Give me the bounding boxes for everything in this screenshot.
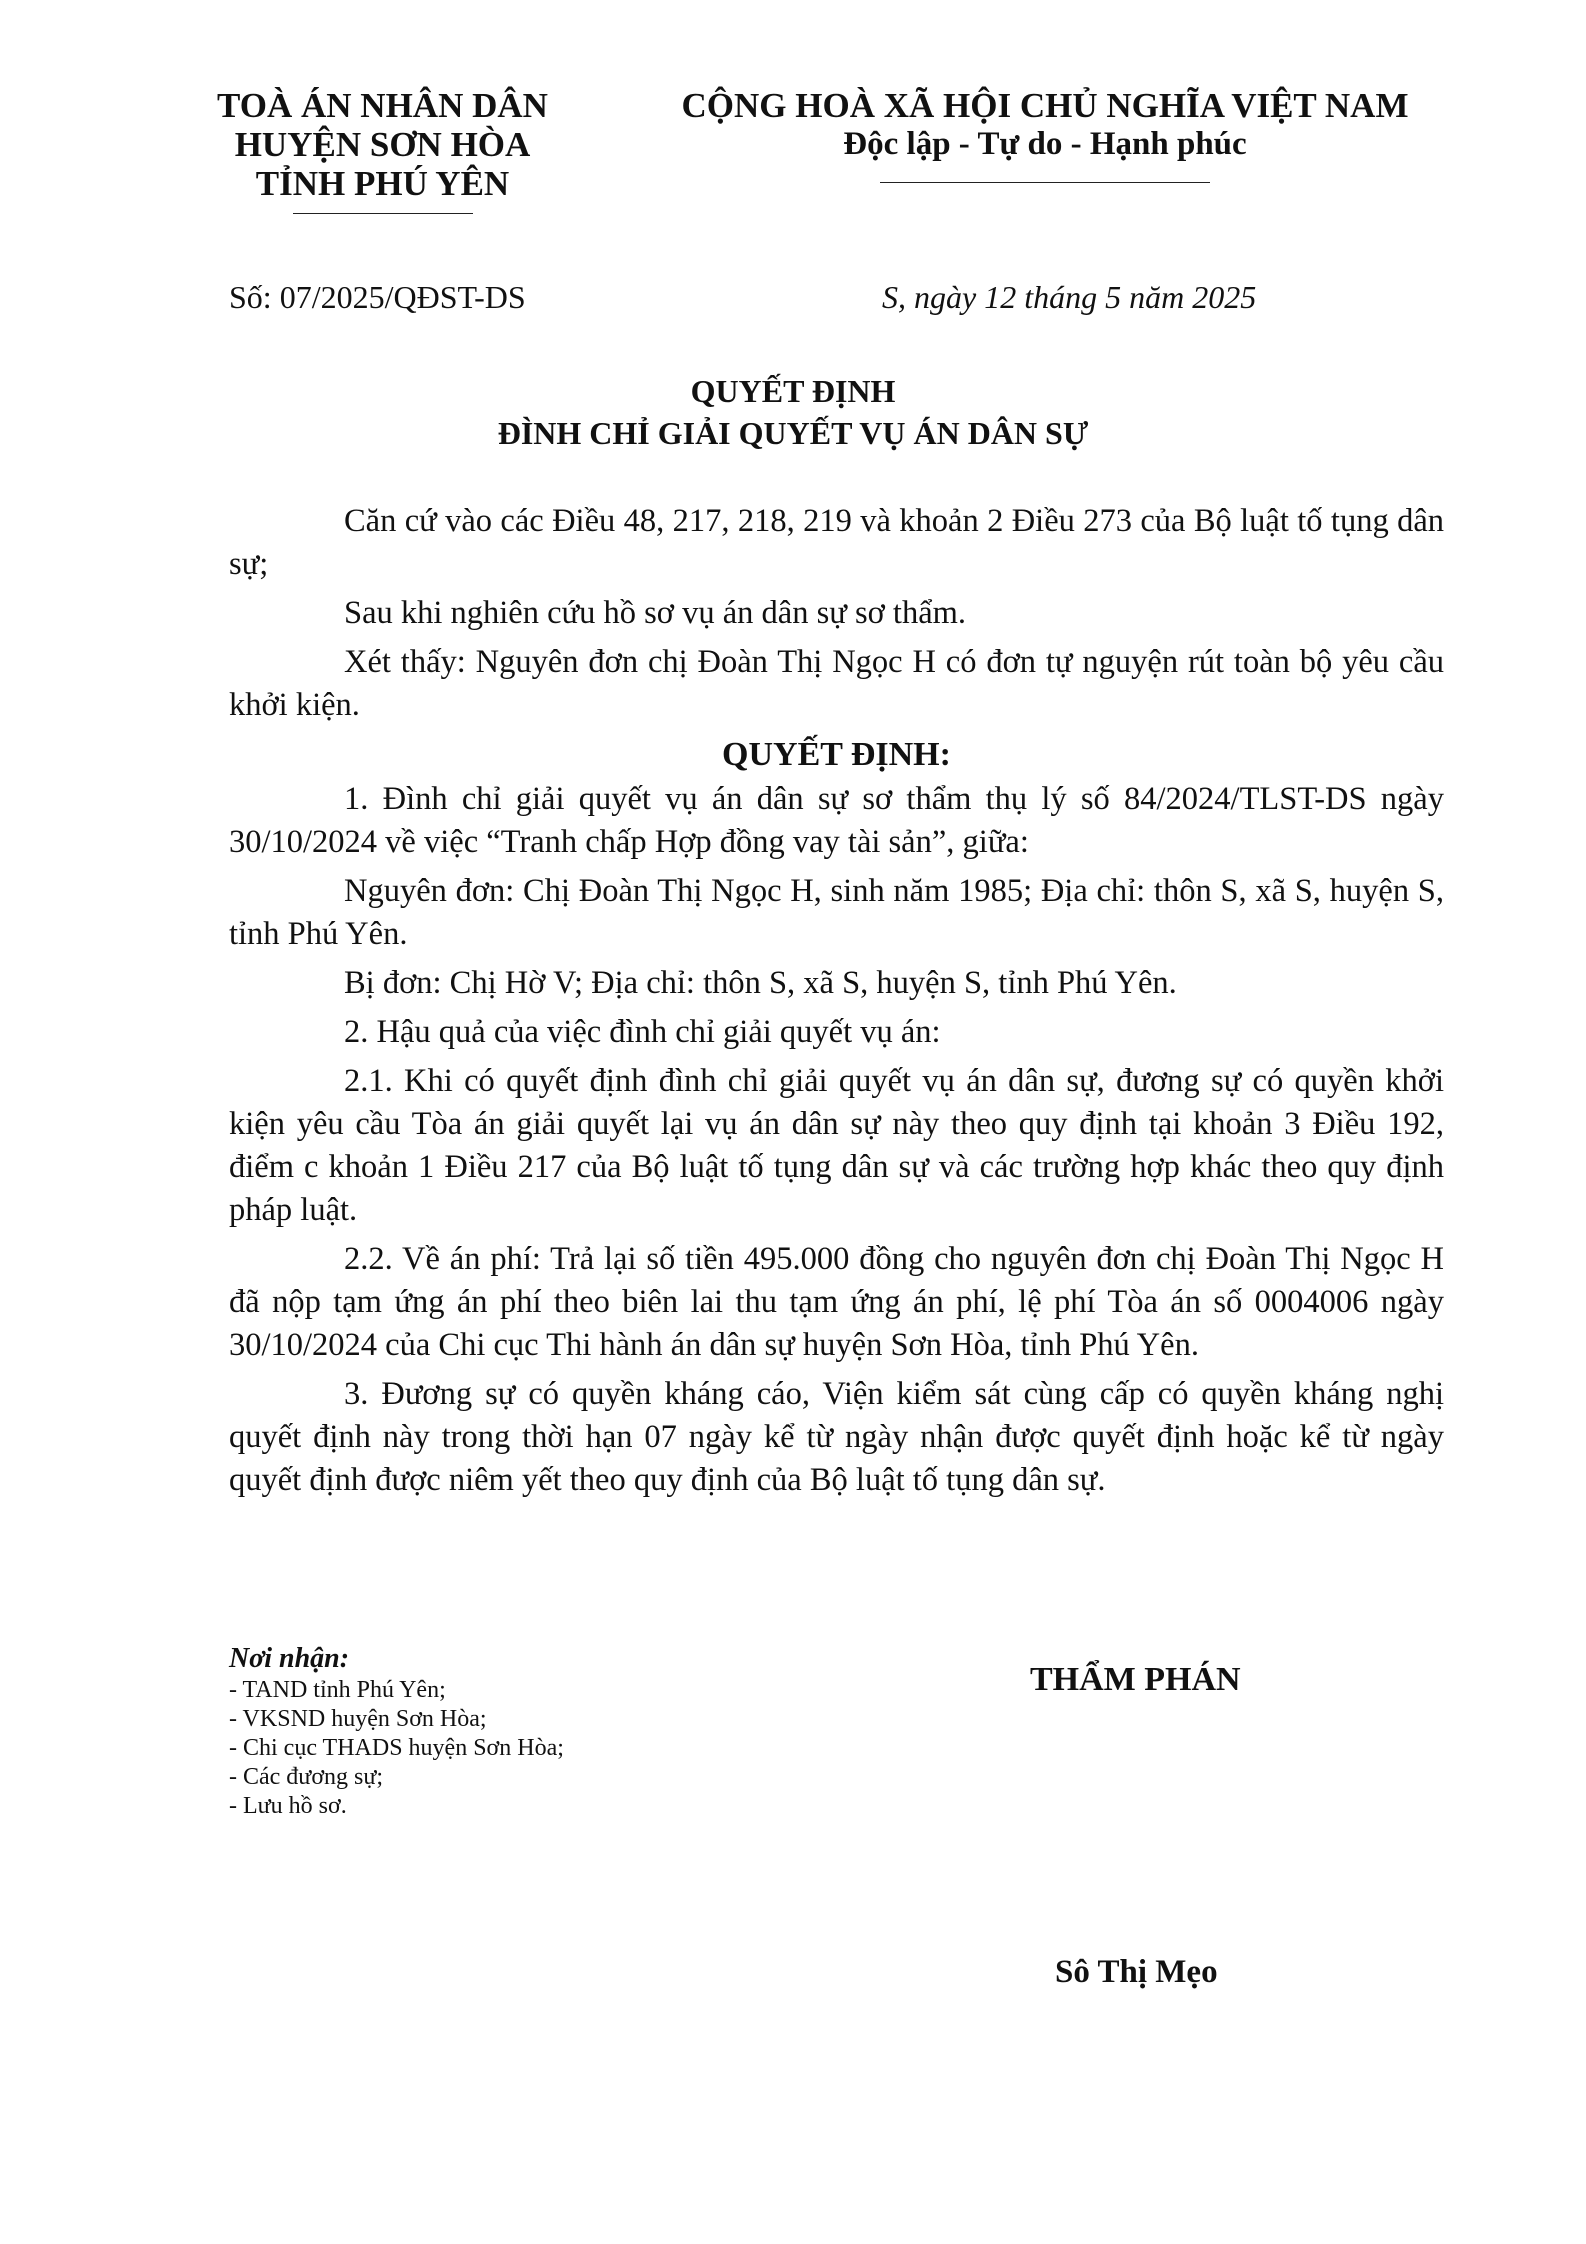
decision-paragraph: Bị đơn: Chị Hờ V; Địa chỉ: thôn S, xã S, huyện S, tỉnh Phú Yên. — [344, 965, 1177, 1001]
decision-paragraph: 2.2. Về án phí: Trả lại số tiền 495.000 đồng cho nguyên đơn chị Đoàn Thị Ngọc H đã nộp tạm ứng án phí theo biên lai thu tạm ứng án phí, lệ phí Tòa án số 0004006 ngày 30/10/2024 của Chi cục Thi hành án dân sự huyện Sơn Hòa, tỉnh Phú Yên. — [229, 1241, 1444, 1363]
signer-name: Sô Thị Mẹo — [1055, 1954, 1218, 1990]
recipient-item: - Lưu hồ sơ. — [229, 1793, 347, 1819]
court-name-line2: HUYỆN SƠN HÒA — [234, 125, 531, 164]
decision-paragraph: 3. Đương sự có quyền kháng cáo, Viện kiểm sát cùng cấp có quyền kháng nghị quyết định này trong thời hạn 07 ngày kể từ ngày nhận được quyết định hoặc kể từ ngày quyết định được niêm yết theo quy định của Bộ luật tố tụng dân sự. — [229, 1376, 1444, 1498]
preamble-paragraph: Căn cứ vào các Điều 48, 217, 218, 219 và khoản 2 Điều 273 của Bộ luật tố tụng dân sự; — [229, 503, 1444, 582]
decision-paragraph: 1. Đình chỉ giải quyết vụ án dân sự sơ thẩm thụ lý số 84/2024/TLST-DS ngày 30/10/2024 về việc “Tranh chấp Hợp đồng vay tài sản”, giữa: — [229, 781, 1444, 860]
preamble-paragraph: Xét thấy: Nguyên đơn chị Đoàn Thị Ngọc H có đơn tự nguyện rút toàn bộ yêu cầu khởi kiện. — [229, 644, 1444, 723]
court-name-line3: TỈNH PHÚ YÊN — [255, 164, 510, 203]
court-header-underline — [293, 213, 473, 214]
recipient-item: - Các đương sự; — [229, 1764, 384, 1790]
recipients-block — [229, 1642, 564, 1821]
recipients-heading: Nơi nhận: — [229, 1643, 350, 1674]
national-header — [660, 86, 1430, 183]
decision-heading: QUYẾT ĐỊNH: — [722, 736, 951, 773]
nation-name: CỘNG HOÀ XÃ HỘI CHỦ NGHĨA VIỆT NAM — [681, 86, 1409, 125]
decision-paragraph: 2.1. Khi có quyết định đình chỉ giải quyết vụ án dân sự, đương sự có quyền khởi kiện yêu cầu Tòa án giải quyết lại vụ án dân sự này theo quy định tại khoản 3 Điều 192, điểm c khoản 1 Điều 217 của Bộ luật tố tụng dân sự và các trường hợp khác theo quy định pháp luật. — [229, 1063, 1444, 1228]
recipients-list — [229, 1676, 564, 1821]
court-name-line1: TOÀ ÁN NHÂN DÂN — [217, 86, 548, 125]
recipient-item: - TAND tỉnh Phú Yên; — [229, 1677, 446, 1703]
recipient-item: - VKSND huyện Sơn Hòa; — [229, 1706, 487, 1732]
document-date: S, ngày 12 tháng 5 năm 2025 — [882, 279, 1257, 315]
recipient-item: - Chi cục THADS huyện Sơn Hòa; — [229, 1735, 564, 1761]
court-header — [200, 86, 565, 214]
document-title — [0, 370, 1586, 454]
decision-paragraph: Nguyên đơn: Chị Đoàn Thị Ngọc H, sinh năm 1985; Địa chỉ: thôn S, xã S, huyện S, tỉnh Phú Yên. — [229, 873, 1444, 952]
nation-motto: Độc lập - Tự do - Hạnh phúc — [843, 126, 1247, 162]
document-title-line1: QUYẾT ĐỊNH — [690, 373, 896, 409]
signer-role: THẨM PHÁN — [1030, 1661, 1241, 1698]
document-body — [229, 500, 1444, 1508]
national-header-underline — [880, 182, 1210, 183]
decision-paragraph: 2. Hậu quả của việc đình chỉ giải quyết vụ án: — [344, 1014, 941, 1050]
preamble-paragraph: Sau khi nghiên cứu hồ sơ vụ án dân sự sơ thẩm. — [344, 595, 967, 631]
document-title-line2: ĐÌNH CHỈ GIẢI QUYẾT VỤ ÁN DÂN SỰ — [497, 415, 1089, 451]
document-number: Số: 07/2025/QĐST-DS — [229, 279, 526, 315]
